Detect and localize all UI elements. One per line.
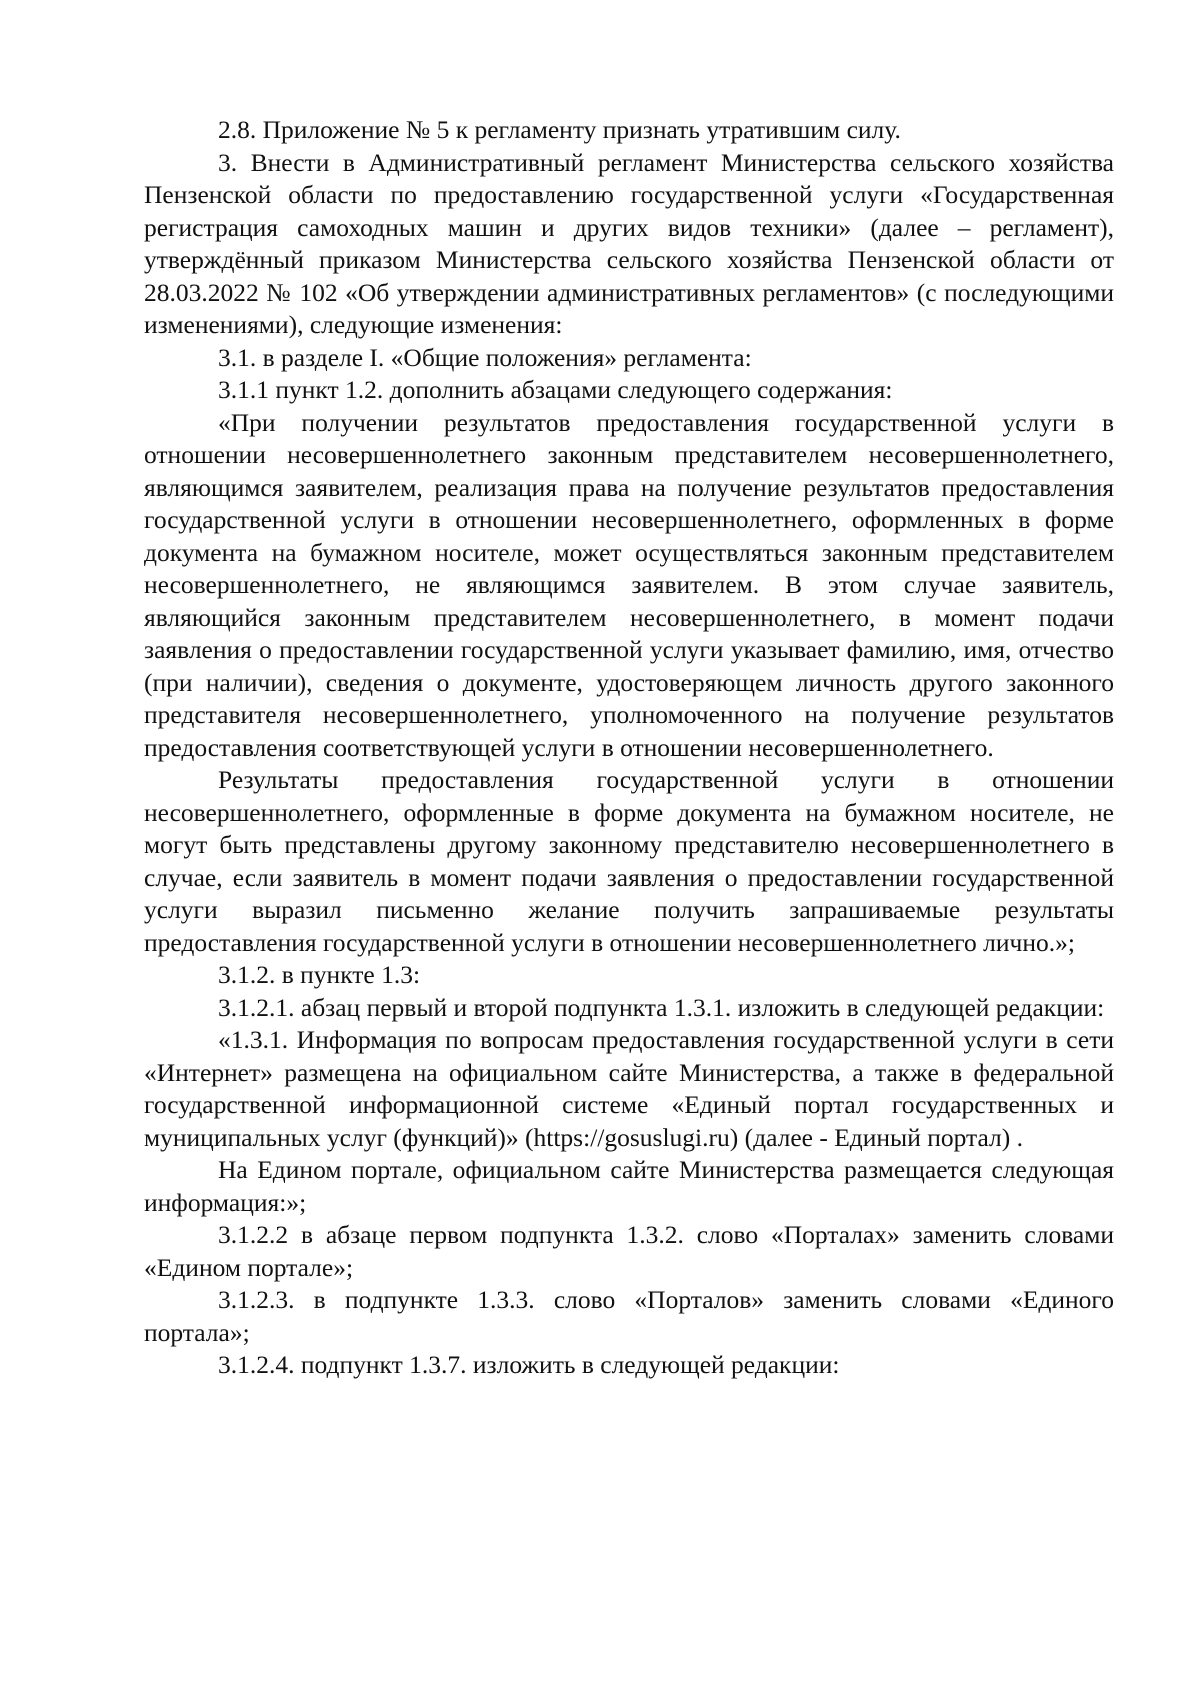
paragraph-3-1-2-2: 3.1.2.2 в абзаце первом подпункта 1.3.2. слово «Порталах» заменить словами «Едином портале»; bbox=[144, 1220, 1114, 1282]
paragraph-2-8: 2.8. Приложение № 5 к регламенту признать утратившим силу. bbox=[218, 115, 901, 144]
paragraph-3-intro: 3. Внести в Административный регламент Министерства сельского хозяйства Пензенской области по предоставлению государственной услуги «Государственная регистрация самоходных машин и других видов техники» (далее – регламент), утверждённый приказом Министерства сельского хозяйства Пензенской области от 28.03.2022 № 102 «Об утверждении административных регламентов» (с последующими изменениями), следующие изменения: bbox=[144, 147, 1114, 339]
paragraph-3-1-2-4: 3.1.2.4. подпункт 1.3.7. изложить в следующей редакции: bbox=[218, 1350, 840, 1379]
document-page bbox=[144, 114, 1114, 1382]
paragraph-results-not-provided: Результаты предоставления государственной услуги в отношении несовершеннолетнего, оформленные в форме документа на бумажном носителе, не могут быть представлены другому законному представителю несовершеннолетнего в случае, если заявитель в момент подачи заявления о предоставлении государственной услуги выразил письменно желание получить запрашиваемые результаты предоставления государственной услуги в отношении несовершеннолетнего лично.»; bbox=[144, 765, 1114, 957]
paragraph-quote-minor-results: «При получении результатов предоставления государственной услуги в отношении несовершеннолетнего законным представителем несовершеннолетнего, являющимся заявителем, реализация права на получение результатов предоставления государственной услуги в отношении несовершеннолетнего, оформленных в форме документа на бумажном носителе, может осуществляться законным представителем несовершеннолетнего, не являющимся заявителем. В этом случае заявитель, являющийся законным представителем несовершеннолетнего, в момент подачи заявления о предоставлении государственной услуги указывает фамилию, имя, отчество (при наличии), сведения о документе, удостоверяющем личность другого законного представителя несовершеннолетнего, уполномоченного на получение результатов предоставления соответствующей услуги в отношении несовершеннолетнего. bbox=[144, 407, 1114, 762]
paragraph-quote-1-3-1: «1.3.1. Информация по вопросам предоставления государственной услуги в сети «Интернет» размещена на официальном сайте Министерства, а также в федеральной государственной информационной системе «Единый портал государственных и муниципальных услуг (функций)» (https://gosuslugi.ru) (далее - Единый портал) . bbox=[144, 1025, 1114, 1152]
paragraph-3-1-1: 3.1.1 пункт 1.2. дополнить абзацами следующего содержания: bbox=[218, 375, 893, 404]
paragraph-3-1-2-1: 3.1.2.1. абзац первый и второй подпункта 1.3.1. изложить в следующей редакции: bbox=[218, 992, 1105, 1022]
paragraph-3-1-2-3: 3.1.2.3. в подпункте 1.3.3. слово «Порталов» заменить словами «Единого портала»; bbox=[144, 1285, 1114, 1347]
paragraph-portal-info: На Едином портале, официальном сайте Министерства размещается следующая информация:»; bbox=[144, 1155, 1114, 1217]
paragraph-3-1-2: 3.1.2. в пункте 1.3: bbox=[218, 960, 421, 989]
paragraph-3-1: 3.1. в разделе I. «Общие положения» регламента: bbox=[218, 342, 752, 372]
